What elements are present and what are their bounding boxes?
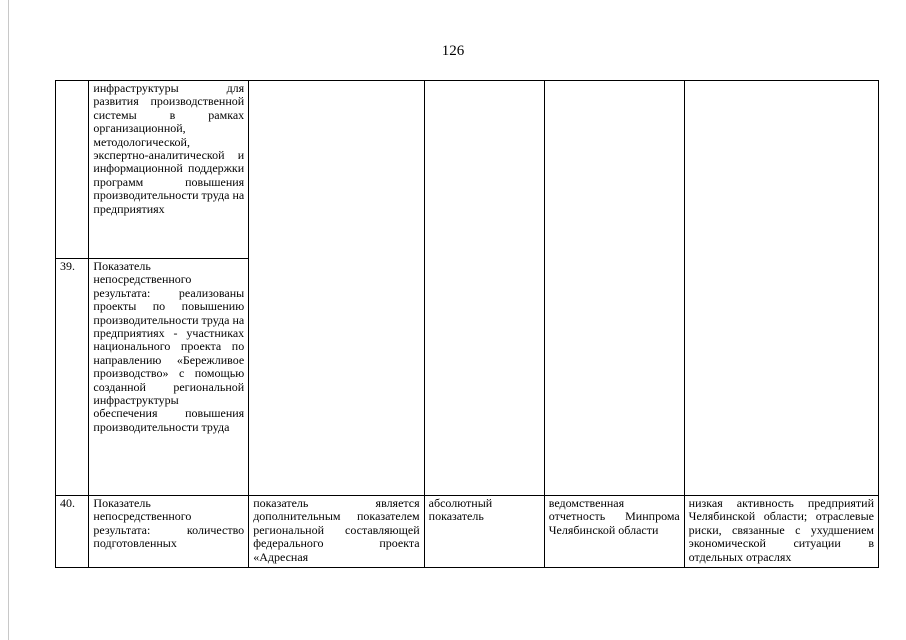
indicator-name: Показатель непосредственного результата: реализованы проекты по повышению производительности труда на предприятиях - участниках национального проекта по направлению «Бережливое производство» с помощью созданной региональной инфраструктуры обеспечения повышения производительности труда [89, 259, 249, 496]
indicator-source: ведомственная отчетность Минпрома Челябинской области [544, 496, 684, 568]
indicator-risks [684, 81, 878, 496]
page-number: 126 [441, 43, 465, 59]
indicator-type [424, 81, 544, 496]
indicator-source [544, 81, 684, 496]
row-number [56, 81, 89, 259]
row-number: 39. [56, 259, 89, 496]
indicators-table [55, 80, 879, 568]
table-row [56, 81, 879, 259]
indicator-name: Показатель непосредственного результата: количество подготовленных [89, 496, 249, 568]
table-row [56, 496, 879, 568]
row-number: 40. [56, 496, 89, 568]
indicator-type: абсолютный показатель [424, 496, 544, 568]
page-edge-line [8, 0, 9, 640]
indicator-risks: низкая активность предприятий Челябинской области; отраслевые риски, связанные с ухудшением экономической ситуации в отдельных отраслях [684, 496, 878, 568]
indicator-note: показатель является дополнительным показателем региональной составляющей федерального проекта «Адресная [249, 496, 424, 568]
indicator-name: инфраструктуры для развития производственной системы в рамках организационной, методологической, экспертно-аналитической и информационной поддержки программ повышения производительности труда на предприятиях [89, 81, 249, 259]
indicator-note [249, 81, 424, 496]
